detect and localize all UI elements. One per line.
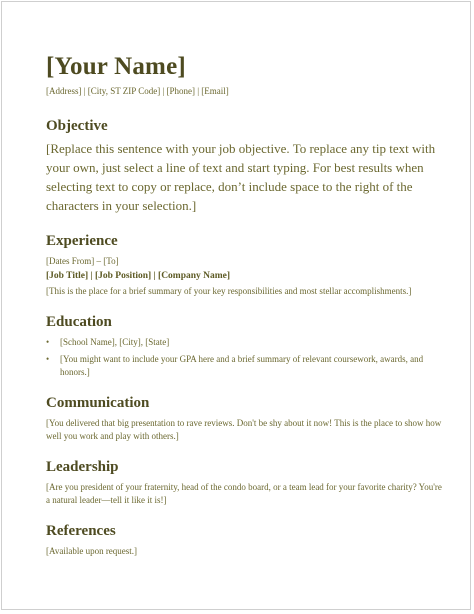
bullet-icon: • [46, 337, 50, 347]
resume-content [46, 52, 442, 558]
references-heading: References [46, 523, 116, 539]
objective-heading: Objective [46, 118, 108, 134]
communication-heading: Communication [46, 395, 150, 411]
education-school: [School Name], [City], [State] [60, 337, 170, 347]
list-item [46, 353, 442, 379]
experience-dates: [Dates From] – [To] [46, 256, 119, 266]
experience-job-line: [Job Title] | [Job Position] | [Company Name] [46, 271, 231, 281]
education-details: [You might want to include your GPA here and a brief summary of relevant coursework, awards, and honors.] [60, 354, 424, 377]
education-list [46, 336, 442, 379]
experience-heading: Experience [46, 233, 118, 249]
leadership-text: [Are you president of your fraternity, head of the condo board, or a team lead for your favorite charity? You're a natural leader—tell it like it is!] [46, 482, 442, 505]
leadership-heading: Leadership [46, 459, 119, 475]
resume-page [1, 1, 471, 610]
education-heading: Education [46, 314, 112, 330]
communication-text: [You delivered that big presentation to rave reviews. Don't be shy about it now! This is the place to show how well you work and play with others.] [46, 418, 442, 441]
contact-info: [Address] | [City, ST ZIP Code] | [Phone] | [Email] [46, 86, 229, 96]
references-text: [Available upon request.] [46, 546, 138, 556]
bullet-icon: • [46, 354, 50, 364]
list-item [46, 336, 442, 349]
resume-name: [Your Name] [46, 53, 186, 80]
experience-summary: [This is the place for a brief summary of your key responsibilities and most stellar accomplishments.] [46, 286, 412, 296]
objective-text: [Replace this sentence with your job objective. To replace any tip text with your own, just select a line of text and start typing. For best results when selecting text to copy or replace, don’t include space to the right of the characters in your selection.] [46, 141, 436, 213]
